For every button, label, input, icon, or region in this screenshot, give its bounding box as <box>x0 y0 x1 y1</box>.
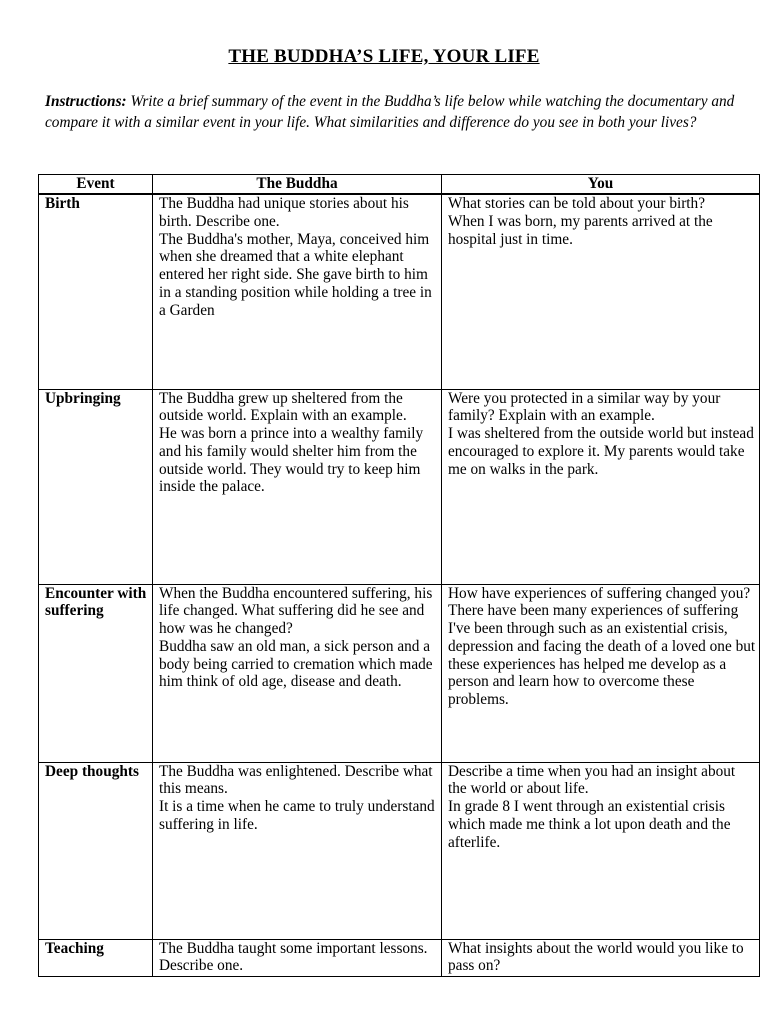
buddha-cell <box>153 194 442 389</box>
you-prompt: Were you protected in a similar way by your family? Explain with an example. <box>448 389 721 425</box>
table-header-row <box>39 175 760 195</box>
you-answer[interactable]: When I was born, my parents arrived at the hospital just in time. <box>448 212 713 248</box>
buddha-cell <box>153 389 442 584</box>
buddha-answer[interactable]: It is a time when he came to truly understand suffering in life. <box>159 798 435 833</box>
event-cell: Deep thoughts <box>39 762 153 939</box>
table-row-teaching <box>39 939 760 976</box>
buddha-prompt: The Buddha grew up sheltered from the outside world. Explain with an example. <box>159 389 407 425</box>
header-you: You <box>442 175 760 195</box>
you-prompt: How have experiences of suffering changed you? <box>448 584 751 602</box>
table-row-deep-thoughts <box>39 762 760 939</box>
you-answer[interactable]: I was sheltered from the outside world but instead encouraged to explore it. My parents would take me on walks in the park. <box>448 425 754 478</box>
you-prompt: What insights about the world would you like to pass on? <box>448 939 744 975</box>
buddha-prompt: When the Buddha encountered suffering, his life changed. What suffering did he see and how was he changed? <box>159 584 433 638</box>
you-cell <box>442 389 760 584</box>
event-cell: Birth <box>39 194 153 389</box>
buddha-cell <box>153 939 442 976</box>
you-cell <box>442 194 760 389</box>
event-cell: Teaching <box>39 939 153 976</box>
header-event: Event <box>39 175 153 195</box>
buddha-cell <box>153 762 442 939</box>
buddha-answer[interactable]: Buddha saw an old man, a sick person and a body being carried to cremation which made him think of old age, disease and death. <box>159 637 433 691</box>
you-prompt: Describe a time when you had an insight about the world or about life. <box>448 762 736 798</box>
table-row-birth <box>39 194 760 389</box>
table-row-encounter-with-suffering <box>39 584 760 762</box>
instructions-label: Instructions: <box>45 93 127 110</box>
event-cell: Encounter with suffering <box>39 584 153 762</box>
worksheet-table <box>38 174 760 977</box>
header-the-buddha: The Buddha <box>153 175 442 195</box>
you-answer[interactable]: There have been many experiences of suffering I've been through such as an existential crisis, depression and facing the death of a loved one but these experiences has helped me develop as a person and learn how to overcome these problems. <box>448 602 756 709</box>
you-answer[interactable]: In grade 8 I went through an existential crisis which made me think a lot upon death and the afterlife. <box>448 798 731 851</box>
event-cell: Upbringing <box>39 389 153 584</box>
buddha-answer[interactable]: He was born a prince into a wealthy family and his family would shelter him from the outside world. They would try to keep him inside the palace. <box>159 425 424 496</box>
buddha-prompt: The Buddha taught some important lessons. Describe one. <box>159 939 428 975</box>
you-cell <box>442 939 760 976</box>
buddha-prompt: The Buddha was enlightened. Describe what this means. <box>159 762 433 798</box>
worksheet-title: THE BUDDHA’S LIFE, YOUR LIFE <box>228 46 540 67</box>
buddha-cell <box>153 584 442 762</box>
you-cell <box>442 762 760 939</box>
buddha-prompt: The Buddha had unique stories about his birth. Describe one. <box>159 195 409 230</box>
you-cell <box>442 584 760 762</box>
instructions-paragraph <box>45 92 735 133</box>
table-row-upbringing <box>39 389 760 584</box>
you-prompt: What stories can be told about your birth? <box>448 195 705 212</box>
instructions-text: Write a brief summary of the event in the Buddha’s life below while watching the documentary and compare it with a similar event in your life. What similarities and difference do you see in both your lives? <box>45 93 735 131</box>
buddha-answer[interactable]: The Buddha's mother, Maya, conceived him when she dreamed that a white elephant entered her right side. She gave birth to him in a standing position while holding a tree in a Garden <box>159 230 432 319</box>
